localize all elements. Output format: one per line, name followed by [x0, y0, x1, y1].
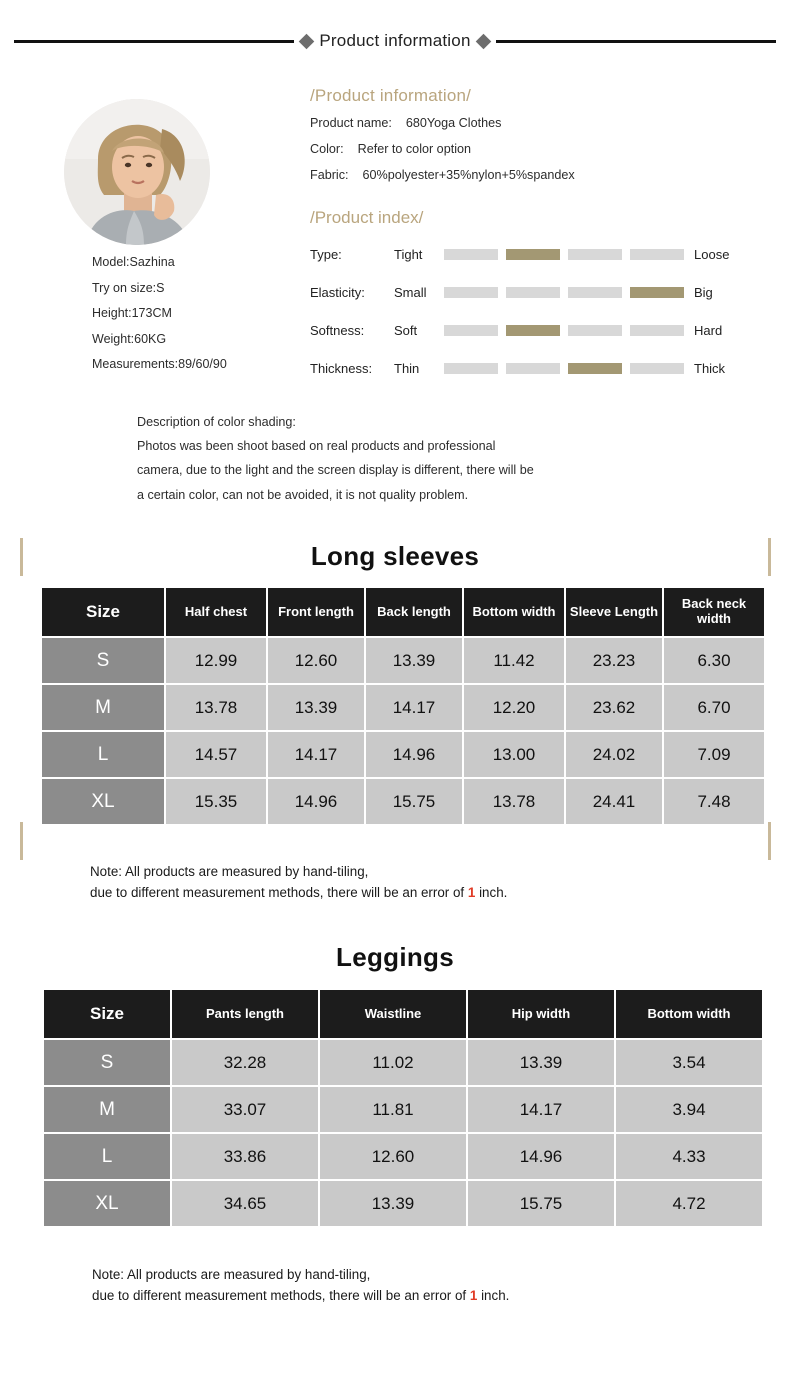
column-header: Front length	[268, 588, 364, 636]
index-segment	[630, 325, 684, 336]
index-segment-active	[568, 363, 622, 374]
value-cell: 32.28	[172, 1040, 318, 1085]
note-text-post: inch.	[481, 1288, 510, 1304]
long-sleeves-table	[40, 586, 766, 826]
index-segment	[568, 325, 622, 336]
table-row	[44, 1040, 762, 1085]
column-header: Bottom width	[616, 990, 762, 1038]
banner-title: Product information	[319, 31, 471, 50]
index-right-label: Loose	[694, 246, 730, 262]
index-segment	[444, 325, 498, 336]
value-cell: 7.09	[664, 732, 764, 777]
index-right-label: Thick	[694, 360, 726, 376]
decor-tick-right-bottom	[768, 822, 771, 860]
value-cell: 15.75	[468, 1181, 614, 1226]
value-cell: 14.17	[468, 1087, 614, 1132]
column-header-size: Size	[42, 588, 164, 636]
table-row	[44, 1181, 762, 1226]
value-cell: 12.20	[464, 685, 564, 730]
column-header: Waistline	[320, 990, 466, 1038]
index-segment-active	[630, 287, 684, 298]
value-cell: 6.30	[664, 638, 764, 683]
size-cell: S	[42, 638, 164, 683]
banner	[14, 28, 776, 54]
value-cell: 13.39	[468, 1040, 614, 1085]
column-header: Sleeve Length	[566, 588, 662, 636]
model-specs	[92, 256, 302, 384]
product-index-heading: /Product index/	[310, 208, 424, 227]
model-spec-item: Height:173CM	[92, 306, 172, 320]
column-header: Hip width	[468, 990, 614, 1038]
leggings-table	[42, 988, 764, 1228]
index-row-type	[310, 242, 770, 266]
index-segment	[630, 249, 684, 260]
index-segment	[568, 249, 622, 260]
product-color-value: Refer to color option	[357, 142, 471, 156]
color-shading-line: Photos was been shoot based on real products and professional	[137, 439, 496, 454]
model-spec-item: Weight:60KG	[92, 331, 167, 346]
table-header-row	[44, 990, 762, 1038]
product-info-block	[310, 86, 770, 394]
value-cell: 33.86	[172, 1134, 318, 1179]
value-cell: 15.35	[166, 779, 266, 824]
decor-tick-left-bottom	[20, 822, 23, 860]
index-right-label: Hard	[694, 322, 723, 338]
long-sleeves-title: Long sleeves	[310, 541, 480, 571]
note-text-post: inch.	[479, 885, 508, 901]
size-cell: S	[44, 1040, 170, 1085]
index-bar-track	[444, 249, 684, 260]
note-error-value: 1	[467, 885, 476, 901]
value-cell: 4.72	[616, 1181, 762, 1226]
index-segment	[444, 287, 498, 298]
index-left-label: Thin	[394, 360, 420, 376]
product-color-row	[310, 142, 770, 156]
leggings-title: Leggings	[336, 942, 454, 972]
color-shading-line: camera, due to the light and the screen display is different, there will be	[137, 463, 534, 478]
color-shading-title: Description of color shading:	[137, 415, 296, 429]
note-text-pre: due to different measurement methods, there will be an error of	[90, 885, 465, 901]
index-segment	[568, 287, 622, 298]
long-sleeves-table-wrapper	[40, 586, 752, 826]
index-segment-active	[506, 325, 560, 336]
table-row	[44, 1087, 762, 1132]
product-information-heading: /Product information/	[310, 86, 472, 105]
index-right-label: Big	[694, 284, 713, 300]
index-row-elasticity	[310, 280, 770, 304]
diamond-icon-right	[475, 33, 491, 49]
value-cell: 13.39	[320, 1181, 466, 1226]
value-cell: 13.78	[464, 779, 564, 824]
value-cell: 13.39	[366, 638, 462, 683]
diamond-icon-left	[299, 33, 315, 49]
value-cell: 4.33	[616, 1134, 762, 1179]
table-header-row	[42, 588, 764, 636]
column-header-size: Size	[44, 990, 170, 1038]
index-segment-active	[506, 249, 560, 260]
table-row	[42, 685, 764, 730]
value-cell: 6.70	[664, 685, 764, 730]
index-segment	[630, 363, 684, 374]
product-name-label: Product name:	[310, 116, 392, 130]
size-cell: M	[44, 1087, 170, 1132]
model-spec-item: Model:Sazhina	[92, 255, 175, 269]
value-cell: 23.62	[566, 685, 662, 730]
table-row	[44, 1134, 762, 1179]
value-cell: 13.39	[268, 685, 364, 730]
index-left-label: Tight	[394, 246, 423, 262]
value-cell: 13.78	[166, 685, 266, 730]
value-cell: 12.99	[166, 638, 266, 683]
value-cell: 14.96	[268, 779, 364, 824]
value-cell: 33.07	[172, 1087, 318, 1132]
index-label: Elasticity:	[310, 284, 365, 300]
value-cell: 3.54	[616, 1040, 762, 1085]
model-spec-item: Try on size:S	[92, 280, 165, 295]
note-error-value: 1	[469, 1288, 478, 1304]
color-shading-line: a certain color, can not be avoided, it is not quality problem.	[137, 487, 469, 502]
index-label: Thickness:	[310, 360, 373, 376]
column-header: Back length	[366, 588, 462, 636]
value-cell: 15.75	[366, 779, 462, 824]
size-cell: L	[44, 1134, 170, 1179]
value-cell: 12.60	[268, 638, 364, 683]
table-row	[42, 638, 764, 683]
color-shading-description	[137, 410, 737, 507]
index-segment	[444, 249, 498, 260]
value-cell: 11.02	[320, 1040, 466, 1085]
value-cell: 24.41	[566, 779, 662, 824]
index-label: Type:	[310, 246, 342, 262]
value-cell: 14.57	[166, 732, 266, 777]
index-bar-track	[444, 287, 684, 298]
index-label: Softness:	[310, 322, 365, 338]
size-cell: XL	[42, 779, 164, 824]
product-name-value: 680Yoga Clothes	[405, 116, 502, 130]
value-cell: 7.48	[664, 779, 764, 824]
index-segment	[506, 287, 560, 298]
note-line-error	[92, 1285, 509, 1306]
value-cell: 14.17	[366, 685, 462, 730]
long-sleeves-note	[90, 861, 507, 904]
product-fabric-value: 60%polyester+35%nylon+5%spandex	[362, 168, 575, 182]
column-header: Half chest	[166, 588, 266, 636]
size-cell: M	[42, 685, 164, 730]
index-segment	[506, 363, 560, 374]
value-cell: 14.96	[366, 732, 462, 777]
note-line: Note: All products are measured by hand-tiling,	[90, 864, 369, 879]
note-text-pre: due to different measurement methods, there will be an error of	[92, 1288, 467, 1304]
model-photo	[64, 99, 210, 245]
product-name-row	[310, 116, 770, 130]
value-cell: 12.60	[320, 1134, 466, 1179]
column-header: Pants length	[172, 990, 318, 1038]
note-line: Note: All products are measured by hand-tiling,	[92, 1267, 371, 1282]
table-row	[42, 732, 764, 777]
value-cell: 24.02	[566, 732, 662, 777]
product-fabric-label: Fabric:	[310, 168, 349, 182]
index-bar-track	[444, 363, 684, 374]
table-row	[42, 779, 764, 824]
column-header: Back neck width	[664, 588, 764, 636]
value-cell: 11.81	[320, 1087, 466, 1132]
value-cell: 11.42	[464, 638, 564, 683]
note-line-error	[90, 882, 507, 903]
product-fabric-row	[310, 168, 770, 182]
value-cell: 3.94	[616, 1087, 762, 1132]
index-segment	[444, 363, 498, 374]
model-spec-item: Measurements:89/60/90	[92, 357, 227, 371]
value-cell: 14.17	[268, 732, 364, 777]
index-bar-track	[444, 325, 684, 336]
index-left-label: Soft	[394, 322, 418, 338]
leggings-note	[92, 1264, 509, 1307]
value-cell: 13.00	[464, 732, 564, 777]
banner-rule-left	[14, 40, 294, 43]
size-cell: L	[42, 732, 164, 777]
column-header: Bottom width	[464, 588, 564, 636]
product-color-label: Color:	[310, 142, 344, 156]
leggings-table-wrapper	[42, 988, 752, 1228]
banner-rule-right	[496, 40, 776, 43]
index-row-softness	[310, 318, 770, 342]
value-cell: 34.65	[172, 1181, 318, 1226]
value-cell: 14.96	[468, 1134, 614, 1179]
value-cell: 23.23	[566, 638, 662, 683]
size-cell: XL	[44, 1181, 170, 1226]
index-left-label: Small	[394, 284, 427, 300]
index-row-thickness	[310, 356, 770, 380]
